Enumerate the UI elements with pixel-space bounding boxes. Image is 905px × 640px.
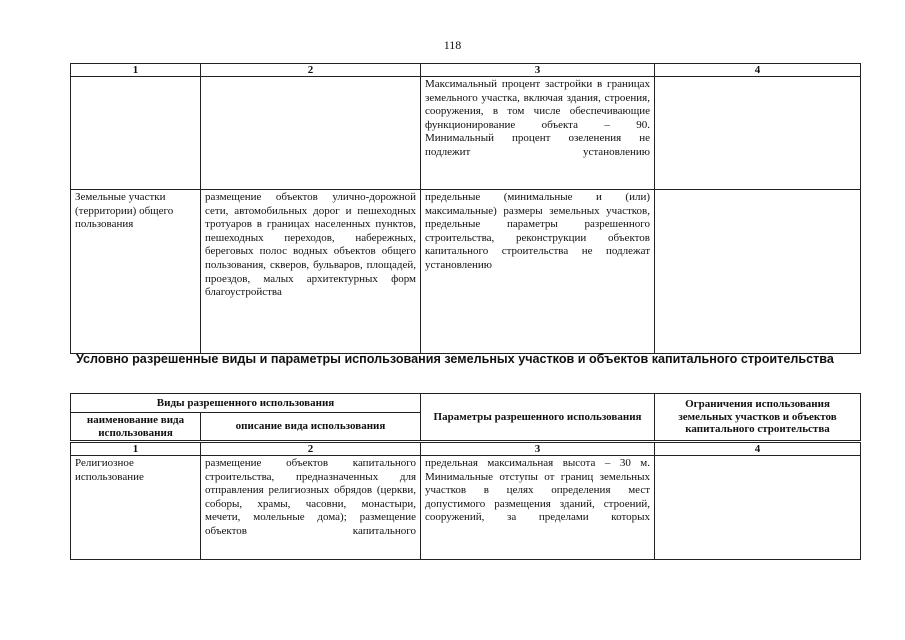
column-number-1: 1 bbox=[71, 64, 201, 77]
permitted-use-table-continued bbox=[70, 63, 861, 354]
limits-header: Ограничения использования земельных участков и объектов капитального строительства bbox=[655, 394, 861, 442]
use-name-cell: Религиозное использование bbox=[71, 456, 201, 560]
use-description-cell: размещение объектов улично-дорожной сети, автомобильных дорог и пешеходных тротуаров в границах населенных пунктов, пешеходных переходов, набережных, береговых полос водных объектов общего пользования, скверов, бульваров, площадей, проездов, малых архитектурных форм благоустройства bbox=[201, 190, 421, 354]
use-description-cell bbox=[201, 77, 421, 190]
use-parameters-cell: предельная максимальная высота – 30 м. Минимальные отступы от границ земельных участков в целях определения мест допустимого размещения зданий, строений, сооружений, за пределами которых bbox=[421, 456, 655, 560]
column-number-2: 2 bbox=[201, 64, 421, 77]
use-name-header: наименование вида использования bbox=[71, 413, 201, 442]
table-row bbox=[71, 456, 861, 560]
use-description-header: описание вида использования bbox=[201, 413, 421, 442]
column-number-3: 3 bbox=[421, 442, 655, 456]
table-row bbox=[71, 77, 861, 190]
use-types-group-header: Виды разрешенного использования bbox=[71, 394, 421, 413]
use-description-cell: размещение объектов капитального строительства, предназначенных для отправления религиозных обрядов (церкви, соборы, храмы, часовни, монастыри, мечети, молельные дома); размещение объектов капитального bbox=[201, 456, 421, 560]
use-name-cell bbox=[71, 77, 201, 190]
use-limits-cell bbox=[655, 456, 861, 560]
column-number-4: 4 bbox=[655, 442, 861, 456]
column-number-1: 1 bbox=[71, 442, 201, 456]
column-number-2: 2 bbox=[201, 442, 421, 456]
parameters-header: Параметры разрешенного использования bbox=[421, 394, 655, 442]
table-row bbox=[71, 190, 861, 354]
use-parameters-cell: Максимальный процент застройки в границах земельного участка, включая здания, строения, сооружения, в том числе обеспечивающие функционирование объекта – 90. Минимальный процент озеленения не подлежит установлению bbox=[421, 77, 655, 190]
column-number-row bbox=[71, 442, 861, 456]
use-limits-cell bbox=[655, 77, 861, 190]
section-heading: Условно разрешенные виды и параметры использования земельных участков и объектов капитального строительства bbox=[76, 352, 834, 366]
page-number: 118 bbox=[443, 38, 462, 52]
column-number-4: 4 bbox=[655, 64, 861, 77]
use-name-cell: Земельные участки (территории) общего пользования bbox=[71, 190, 201, 354]
conditional-use-table bbox=[70, 393, 861, 560]
use-parameters-cell: предельные (минимальные и (или) максимальные) размеры земельных участков, предельные параметры разрешенного строительства, реконструкции объектов капитального строительства не подлежат установлению bbox=[421, 190, 655, 354]
column-number-row bbox=[71, 64, 861, 77]
column-number-3: 3 bbox=[421, 64, 655, 77]
use-limits-cell bbox=[655, 190, 861, 354]
